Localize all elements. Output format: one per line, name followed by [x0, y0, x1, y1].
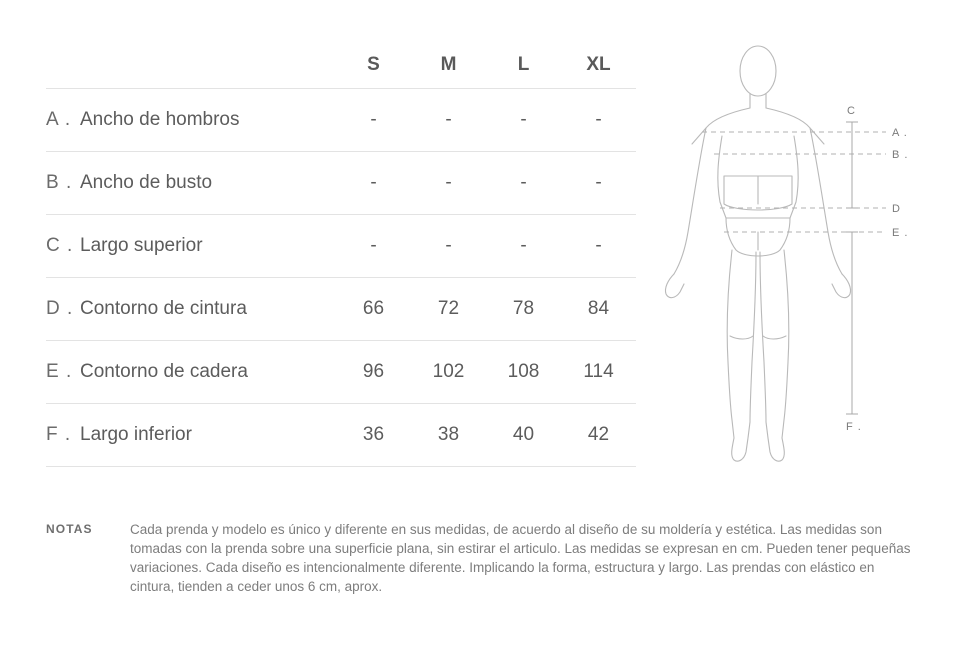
- figure-head: [740, 46, 776, 96]
- row-letter-d: D .: [46, 298, 74, 319]
- cell-d-xl: 84: [561, 278, 636, 341]
- cell-b-l: -: [486, 152, 561, 215]
- cell-a-m: -: [411, 89, 486, 152]
- row-letter-f: F .: [46, 424, 72, 445]
- cell-c-xl: -: [561, 215, 636, 278]
- cell-b-m: -: [411, 152, 486, 215]
- column-header-measure: [46, 42, 336, 89]
- column-header-m: M: [411, 42, 486, 89]
- cell-d-s: 66: [336, 278, 411, 341]
- figure-label-d: D: [892, 203, 901, 215]
- figure-left-knee: [730, 336, 753, 339]
- row-letter-e: E .: [46, 361, 73, 382]
- figure-right-leg-inner: [760, 252, 768, 438]
- cell-a-xl: -: [561, 89, 636, 152]
- cell-e-s: 96: [336, 341, 411, 404]
- cell-f-s: 36: [336, 404, 411, 467]
- figure-left-foot: [732, 438, 748, 461]
- column-header-s: S: [336, 42, 411, 89]
- cell-f-l: 40: [486, 404, 561, 467]
- figure-left-arm: [674, 128, 706, 274]
- row-label-a: [46, 89, 336, 152]
- notes-body: [130, 520, 916, 596]
- figure-right-arm: [810, 128, 842, 274]
- row-label-b: [46, 152, 336, 215]
- row-label-d: [46, 278, 336, 341]
- figure-guide-lines: [702, 132, 886, 232]
- figure-label-c: C: [847, 105, 856, 117]
- row-letter-c: C .: [46, 235, 74, 256]
- row-name-c: Largo superior: [80, 235, 203, 256]
- cell-d-m: 72: [411, 278, 486, 341]
- table-row: [46, 152, 636, 215]
- size-table-body: [46, 89, 636, 467]
- row-label-c: [46, 215, 336, 278]
- figure-right-hand: [832, 274, 851, 298]
- cell-a-l: -: [486, 89, 561, 152]
- figure-label-a: A .: [892, 127, 908, 139]
- figure-left-hand: [665, 274, 684, 298]
- figure-measure-bars: [846, 122, 858, 414]
- cell-a-s: -: [336, 89, 411, 152]
- row-letter-a: A .: [46, 109, 72, 130]
- table-header-row: [46, 42, 636, 89]
- cell-d-l: 78: [486, 278, 561, 341]
- column-header-l: L: [486, 42, 561, 89]
- figure-right-torso: [790, 136, 798, 218]
- table-row: [46, 278, 636, 341]
- column-header-xl: XL: [561, 42, 636, 89]
- size-table-head: [46, 42, 636, 89]
- cell-e-l: 108: [486, 341, 561, 404]
- table-row: [46, 404, 636, 467]
- cell-b-s: -: [336, 152, 411, 215]
- figure-right-shoulder: [766, 108, 824, 144]
- figure-right-knee: [763, 336, 786, 339]
- table-row: [46, 341, 636, 404]
- cell-c-m: -: [411, 215, 486, 278]
- row-name-a: Ancho de hombros: [80, 109, 240, 130]
- cell-b-xl: -: [561, 152, 636, 215]
- row-name-f: Largo inferior: [80, 424, 192, 445]
- measurement-figure: [640, 36, 940, 466]
- row-label-f: [46, 404, 336, 467]
- cell-e-xl: 114: [561, 341, 636, 404]
- mannequin-diagram: [640, 36, 940, 466]
- row-name-d: Contorno de cintura: [80, 298, 247, 319]
- figure-left-torso: [718, 136, 726, 218]
- table-row: [46, 89, 636, 152]
- cell-e-m: 102: [411, 341, 486, 404]
- figure-left-leg-inner: [748, 252, 756, 438]
- size-table: [46, 42, 636, 467]
- notes-section: [46, 520, 916, 596]
- table-row: [46, 215, 636, 278]
- row-name-b: Ancho de busto: [80, 172, 213, 193]
- cell-c-l: -: [486, 215, 561, 278]
- notes-title: NOTAS: [46, 522, 93, 536]
- cell-c-s: -: [336, 215, 411, 278]
- cell-f-xl: 42: [561, 404, 636, 467]
- row-name-e: Contorno de cadera: [80, 361, 248, 382]
- row-label-e: [46, 341, 336, 404]
- figure-label-b: B .: [892, 149, 909, 161]
- figure-label-e: E .: [892, 227, 909, 239]
- notes-text: Cada prenda y modelo es único y diferente en sus medidas, de acuerdo al diseño de su moldería y estética. Las medidas son tomadas con la prenda sobre una superficie plana, sin estirar el articulo. Las medidas se expresan en cm. Pueden tener pequeñas variaciones. Cada diseño es intencionalmente diferente. Implicando la forma, estructura y largo. Las prendas con elástico en cintura, tienden a ceder unos 6 cm, aprox.: [130, 522, 911, 594]
- figure-left-leg-outer: [727, 250, 734, 438]
- figure-right-foot: [768, 438, 784, 461]
- cell-f-m: 38: [411, 404, 486, 467]
- size-table-container: [46, 42, 636, 467]
- figure-right-leg-outer: [782, 250, 789, 438]
- figure-label-f: F .: [846, 421, 862, 433]
- figure-left-shoulder: [692, 108, 750, 144]
- row-letter-b: B .: [46, 172, 73, 193]
